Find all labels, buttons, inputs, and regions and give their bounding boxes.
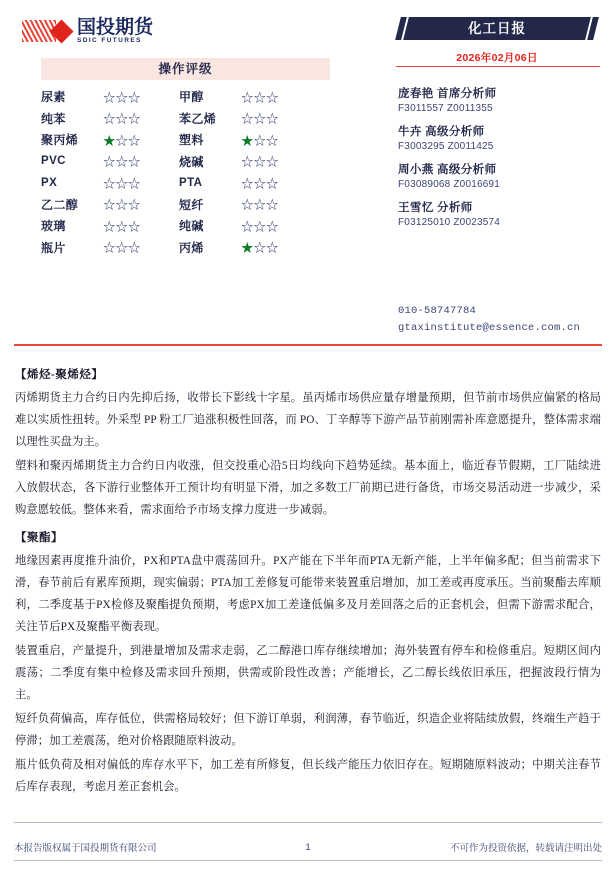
logo-company-name-en: SDIC FUTURES xyxy=(77,36,142,44)
analyst-license-code: F03125010 Z0023574 xyxy=(398,217,501,228)
rating-star-empty: ☆ xyxy=(266,176,279,191)
rating-star-empty: ☆ xyxy=(115,155,129,170)
rating-stars xyxy=(241,109,307,127)
rating-star-empty: ☆ xyxy=(103,176,116,191)
footer-divider-bottom xyxy=(14,860,602,861)
rating-product-name: 玻璃 xyxy=(41,219,66,234)
rating-stars xyxy=(241,152,307,170)
rating-stars xyxy=(241,195,307,213)
rating-row xyxy=(41,172,330,194)
rating-star-empty: ☆ xyxy=(128,155,141,170)
rating-product-name: PVC xyxy=(41,155,66,168)
section-paragraph: 装置重启，产量提升，到港量增加及需求走弱，乙二醇港口库存继续增加；海外装置有停车和检修重启。短期区间内震荡；二季度有集中检修及需求回升预期，供需或阶段性改善；产能增长，乙二醇长线依旧承压，把握波段行情为主。 xyxy=(15,645,601,701)
rating-star-empty: ☆ xyxy=(241,155,254,170)
rating-star-empty: ☆ xyxy=(115,90,129,105)
section-paragraph: 瓶片低负荷及相对偏低的库存水平下，加工差有所修复，但长线产能压力依旧存在。短期随原料波动；中期关注春节后库存表现，考虑月差正套机会。 xyxy=(15,759,601,793)
rating-star-empty: ☆ xyxy=(128,241,141,256)
page-footer xyxy=(14,840,602,854)
rating-star-empty: ☆ xyxy=(266,219,279,234)
rating-product-name: 丙烯 xyxy=(179,240,204,255)
section-paragraph: 塑料和聚丙烯期货主力合约日内收涨，但交投重心沿5日均线向下趋势延续。基本面上，临近春节假期，工厂陆续进入放假状态，各下游行业整体开工预计均有明显下滑，加之多数工厂前期已进行备货，市场交易活动进一步减少，采购意愿较低。整体来看，需求面给予市场支撑力度进一步减弱。 xyxy=(15,460,601,516)
analyst-name: 周小燕 高级分析师 xyxy=(398,164,497,176)
rating-product-name: 烧碱 xyxy=(179,154,204,169)
contact-block xyxy=(398,303,613,337)
rating-stars xyxy=(241,88,307,106)
rating-stars xyxy=(103,131,169,149)
rating-star-filled: ★ xyxy=(241,241,254,256)
rating-star-empty: ☆ xyxy=(241,90,254,105)
date-underline xyxy=(396,66,600,67)
report-title: 化工日报 xyxy=(468,21,526,36)
rating-star-empty: ☆ xyxy=(253,176,267,191)
rating-product-name: PTA xyxy=(179,176,203,189)
rating-stars xyxy=(103,238,169,256)
rating-product-name: 甲醇 xyxy=(179,90,204,105)
rating-star-empty: ☆ xyxy=(128,219,141,234)
rating-star-empty: ☆ xyxy=(241,198,254,213)
section-title: 【烯烃-聚烯烃】 xyxy=(15,369,104,381)
analyst-list xyxy=(398,85,608,237)
rating-star-empty: ☆ xyxy=(253,198,267,213)
rating-star-empty: ☆ xyxy=(128,176,141,191)
rating-stars xyxy=(103,195,169,213)
analyst-name: 庞春艳 首席分析师 xyxy=(398,88,497,100)
rating-star-empty: ☆ xyxy=(103,198,116,213)
operation-rating-table xyxy=(41,58,330,258)
rating-stars xyxy=(241,217,307,235)
rating-star-empty: ☆ xyxy=(253,133,267,148)
logo-company-name-cn: 国投期货 xyxy=(77,16,154,38)
rating-star-empty: ☆ xyxy=(103,112,116,127)
rating-star-empty: ☆ xyxy=(253,219,267,234)
rating-star-empty: ☆ xyxy=(253,241,267,256)
rating-star-empty: ☆ xyxy=(115,198,129,213)
rating-star-empty: ☆ xyxy=(266,241,279,256)
rating-star-empty: ☆ xyxy=(128,112,141,127)
rating-star-empty: ☆ xyxy=(266,90,279,105)
rating-star-empty: ☆ xyxy=(115,112,129,127)
report-date: 2026年02月06日 xyxy=(456,52,538,64)
rating-star-empty: ☆ xyxy=(128,133,141,148)
rating-product-name: PX xyxy=(41,176,58,189)
rating-product-name: 纯苯 xyxy=(41,111,66,126)
rating-star-empty: ☆ xyxy=(266,112,279,127)
rating-star-filled: ★ xyxy=(241,133,254,148)
footer-copyright: 本报告版权属于国投期货有限公司 xyxy=(14,843,157,854)
rating-row xyxy=(41,194,330,216)
rating-product-name: 塑料 xyxy=(179,133,204,148)
rating-product-name: 苯乙烯 xyxy=(179,111,217,126)
rating-row xyxy=(41,86,330,108)
rating-star-empty: ☆ xyxy=(253,112,267,127)
rating-stars xyxy=(103,152,169,170)
rating-stars xyxy=(103,88,169,106)
rating-star-empty: ☆ xyxy=(128,198,141,213)
rating-star-empty: ☆ xyxy=(115,176,129,191)
rating-star-empty: ☆ xyxy=(241,176,254,191)
section-paragraph: 短纤负荷偏高，库存低位，供需格局较好；但下游订单弱，利润薄，春节临近，织造企业将陆续放假，终端生产趋于停滞；加工差震荡，绝对价格跟随原料波动。 xyxy=(15,713,601,747)
analyst-name: 牛卉 高级分析师 xyxy=(398,126,485,138)
rating-row xyxy=(41,215,330,237)
analyst-name: 王雪忆 分析师 xyxy=(398,202,473,214)
rating-star-empty: ☆ xyxy=(266,198,279,213)
rating-star-filled: ★ xyxy=(103,133,116,148)
rating-product-name: 短纤 xyxy=(179,197,204,212)
rating-row xyxy=(41,108,330,130)
rating-product-name: 瓶片 xyxy=(41,240,66,255)
rating-star-empty: ☆ xyxy=(115,241,129,256)
footer-page-number: 1 xyxy=(305,841,311,853)
footer-divider-top xyxy=(14,822,602,823)
report-body xyxy=(15,358,601,800)
rating-star-empty: ☆ xyxy=(266,155,279,170)
company-logo xyxy=(22,16,153,46)
rating-star-empty: ☆ xyxy=(103,219,116,234)
rating-star-empty: ☆ xyxy=(115,133,129,148)
rating-stars xyxy=(103,109,169,127)
analyst-license-code: F3011557 Z0011355 xyxy=(398,103,493,114)
section-paragraph: 地缘因素再度推升油价，PX和PTA盘中震荡回升。PX产能在下半年而PTA无新产能，上半年偏多配；但当前需求下滑，春节前后有累库预期，现实偏弱；PTA加工差修复可能带来装置重启增加，加工差或再度承压。当前聚酯去库顺利，二季度基于PX检修及聚酯提负预期，考虑PX加工差逢低偏多及月差回落之后的正套机会，但需下游需求配合，关注节后PX及聚酯平衡表现。 xyxy=(15,555,601,633)
rating-row xyxy=(41,237,330,259)
rating-product-name: 聚丙烯 xyxy=(41,133,79,148)
rating-product-name: 尿素 xyxy=(41,90,66,105)
page-header xyxy=(0,0,615,64)
analyst-license-code: F03089068 Z0016691 xyxy=(398,179,501,190)
ratings-table-title: 操作评级 xyxy=(41,58,330,80)
section-title: 【聚酯】 xyxy=(15,532,63,544)
rating-star-empty: ☆ xyxy=(253,155,267,170)
rating-stars xyxy=(241,131,307,149)
contact-email[interactable]: gtaxinstitute@essence.com.cn xyxy=(398,322,581,334)
rating-stars xyxy=(103,174,169,192)
rating-star-empty: ☆ xyxy=(266,133,279,148)
rating-product-name: 乙二醇 xyxy=(41,197,79,212)
ratings-rows xyxy=(41,80,330,258)
rating-star-empty: ☆ xyxy=(103,90,116,105)
analyst-license-code: F3003295 Z0011425 xyxy=(398,141,494,152)
section-paragraph: 丙烯期货主力合约日内先抑后扬，收带长下影线十字星。虽丙烯市场供应量存增量预期，但节前市场供应偏紧的格局难以实质性扭转。外采型 PP 粉工厂追涨积极性回落，而 PO、丁辛醇等下游产品节前刚需补库意愿提升，整体需求端以理性买盘为主。 xyxy=(15,392,601,448)
rating-star-empty: ☆ xyxy=(115,219,129,234)
rating-star-empty: ☆ xyxy=(103,241,116,256)
rating-stars xyxy=(241,174,307,192)
rating-product-name: 纯碱 xyxy=(179,219,204,234)
rating-star-empty: ☆ xyxy=(241,112,254,127)
rating-star-empty: ☆ xyxy=(241,219,254,234)
header-divider-rule xyxy=(14,344,602,346)
contact-phone[interactable]: 010-58747784 xyxy=(398,305,477,317)
rating-row xyxy=(41,129,330,151)
rating-star-empty: ☆ xyxy=(103,155,116,170)
rating-stars xyxy=(241,238,307,256)
rating-stars xyxy=(103,217,169,235)
logo-text xyxy=(77,18,153,45)
rating-star-empty: ☆ xyxy=(128,90,141,105)
rating-star-empty: ☆ xyxy=(253,90,267,105)
footer-disclaimer: 不可作为投资依据，转载请注明出处 xyxy=(449,843,602,854)
rating-row xyxy=(41,151,330,173)
